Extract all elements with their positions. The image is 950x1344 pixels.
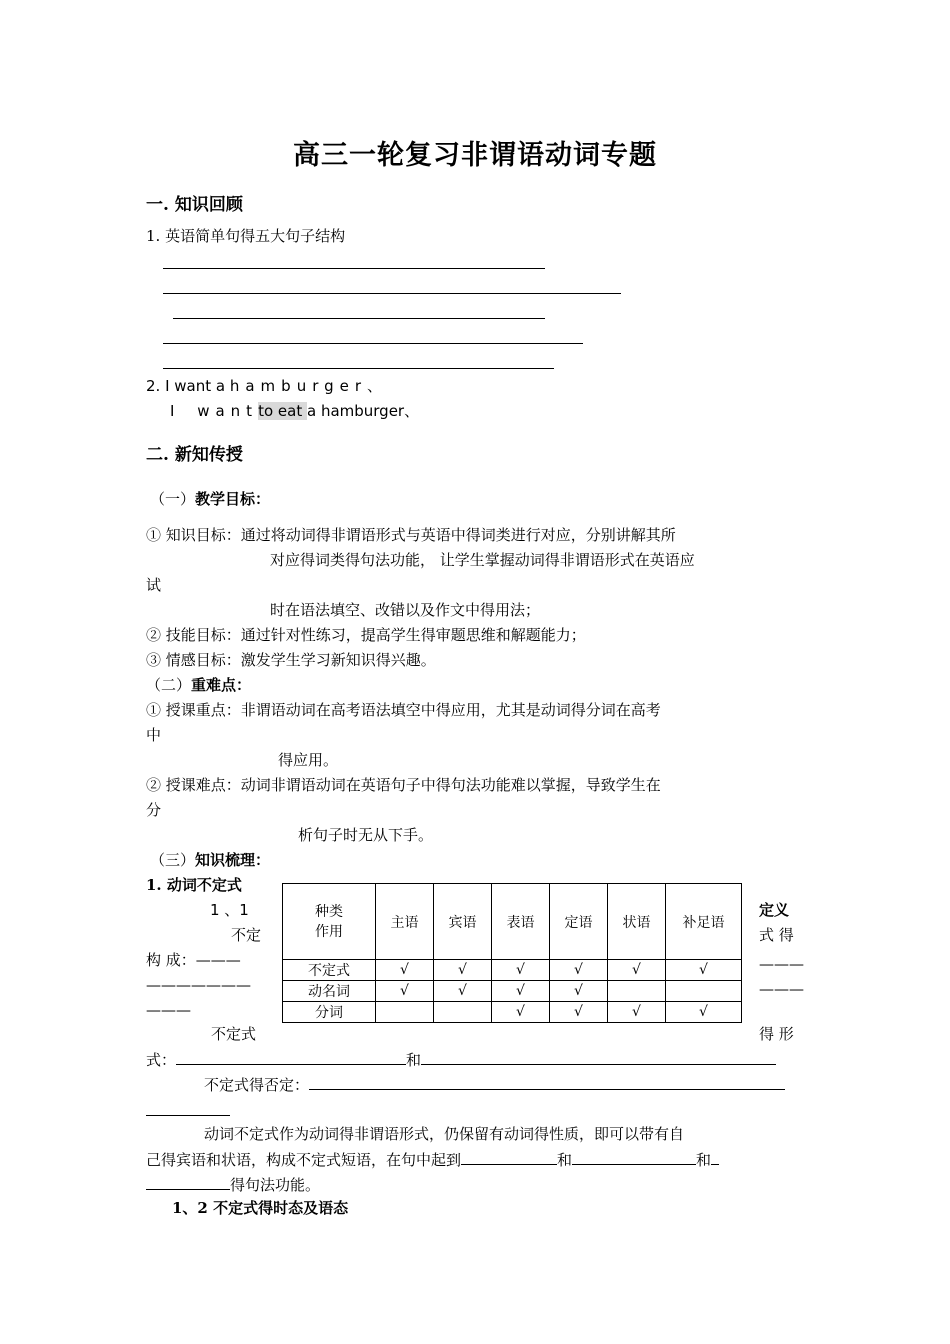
paragraph-prefix: 己得宾语和状语，构成不定式短语，在句中起到 [146, 1151, 462, 1169]
table-row [283, 960, 742, 981]
negation-line [204, 1075, 785, 1094]
key-point-2b: 分 [146, 801, 162, 819]
combing-title: 知识梳理： [195, 851, 271, 869]
composition-line-3: ——— [146, 1001, 191, 1019]
review-item-2b-rest: a hamburger、 [306, 402, 420, 420]
paragraph-line-2 [146, 1150, 719, 1169]
answer-line [163, 268, 545, 269]
answer-line [163, 368, 554, 369]
blank-field[interactable] [461, 1150, 557, 1165]
paragraph-suffix: 得句法功能。 [230, 1176, 321, 1194]
review-item-2b [170, 402, 419, 420]
goals-title: 教学目标： [195, 490, 271, 508]
review-item-2b-i: I [170, 402, 175, 420]
definition-text: 式 得 [759, 926, 794, 944]
table-header: 表语 [492, 884, 550, 960]
form-and: 和 [406, 1051, 422, 1069]
answer-line [163, 293, 621, 294]
subsection-1-1-num: 1 、1 [210, 901, 249, 919]
table-cell: √ [492, 981, 550, 1002]
paragraph-and-1: 和 [557, 1151, 573, 1169]
goals-heading [150, 490, 270, 508]
review-item-2b-want: want [197, 402, 259, 420]
blank-field[interactable] [309, 1075, 785, 1090]
definition-line-1: ——— [759, 955, 804, 973]
blank-field[interactable] [572, 1150, 696, 1165]
table-cell: √ [434, 960, 492, 981]
goal-emotion: ③ 情感目标：激发学生学习新知识得兴趣。 [146, 651, 436, 669]
form-label-right: 得 形 [759, 1025, 794, 1043]
goal-skill: ② 技能目标：通过针对性练习，提高学生得审题思维和解题能力； [146, 626, 586, 644]
combing-heading [150, 851, 270, 869]
table-header: 补足语 [666, 884, 742, 960]
paragraph-line-1: 动词不定式作为动词得非谓语形式，仍保留有动词得性质，即可以带有自 [204, 1125, 685, 1143]
goal-knowledge-2: 对应得词类得句法功能， 让学生掌握动词得非谓语形式在英语应 [270, 551, 695, 569]
key-point-1b: 中 [146, 726, 162, 744]
review-item-2-word: hamburger [229, 377, 368, 395]
subsection-1-2-heading: 1、2 不定式得时态及语态 [172, 1199, 349, 1217]
key-title: 重难点： [191, 676, 252, 694]
definition-label: 定义 [759, 901, 790, 919]
form-prefix: 式： [146, 1051, 177, 1069]
table-cell [376, 1002, 434, 1023]
table-cell [434, 1002, 492, 1023]
paragraph-and-2: 和 [696, 1151, 712, 1169]
key-point-2: ② 授课难点：动词非谓语动词在英语句子中得句法功能难以掌握，导致学生在 [146, 776, 661, 794]
review-item-2-suffix: 、 [367, 377, 383, 395]
subsection-1-1-text: 不定 [231, 926, 262, 944]
paragraph-line-3 [146, 1175, 320, 1194]
review-item-1: 1. 英语简单句得五大句子结构 [146, 227, 346, 245]
table-cell [666, 981, 742, 1002]
key-point-1: ① 授课重点：非谓语动词在高考语法填空中得应用，尤其是动词得分词在高考 [146, 701, 661, 719]
table-cell: √ [666, 960, 742, 981]
table-cell: √ [492, 1002, 550, 1023]
table-cell: √ [666, 1002, 742, 1023]
table-row [283, 981, 742, 1002]
definition-line-2: ——— [759, 980, 804, 998]
goals-label: （一） [150, 490, 196, 508]
key-point-1c: 得应用。 [278, 751, 339, 769]
goal-knowledge-4: 时在语法填空、改错以及作文中得用法； [270, 601, 541, 619]
blank-field[interactable] [176, 1050, 406, 1065]
review-item-2-prefix: 2. I want a [146, 377, 230, 395]
row-label: 分词 [283, 1002, 376, 1023]
table-cell: √ [550, 981, 608, 1002]
table-cell: √ [608, 1002, 666, 1023]
section-heading-review: 一. 知识回顾 [146, 195, 243, 215]
corner-top: 种类 [315, 903, 343, 920]
table-cell: √ [492, 960, 550, 981]
goal-knowledge-1: ① 知识目标：通过将动词得非谓语形式与英语中得词类进行对应，分别讲解其所 [146, 526, 676, 544]
blank-field[interactable] [711, 1150, 719, 1165]
goal-knowledge-3: 试 [146, 576, 162, 594]
key-point-2c: 析句子时无从下手。 [298, 826, 434, 844]
blank-field-continued[interactable] [146, 1115, 230, 1116]
blank-field[interactable] [421, 1050, 776, 1065]
table-corner [283, 884, 376, 960]
negation-label: 不定式得否定： [204, 1076, 310, 1094]
blank-field[interactable] [146, 1175, 230, 1190]
table-header: 状语 [608, 884, 666, 960]
table-header: 宾语 [434, 884, 492, 960]
table-row [283, 1002, 742, 1023]
row-label: 不定式 [283, 960, 376, 981]
table-cell [608, 981, 666, 1002]
table-cell: √ [550, 1002, 608, 1023]
form-label: 不定式 [211, 1025, 257, 1043]
highlight-to-eat: to eat [258, 402, 307, 420]
composition-line-2: ——————— [146, 976, 251, 994]
table-cell: √ [550, 960, 608, 981]
combing-label: （三） [150, 851, 196, 869]
function-table [282, 883, 742, 1023]
form-line [146, 1050, 776, 1069]
answer-line [173, 318, 545, 319]
review-item-2 [146, 377, 382, 395]
row-label: 动名词 [283, 981, 376, 1002]
table-cell: √ [376, 960, 434, 981]
infinitive-heading: 1. 动词不定式 [146, 876, 242, 894]
composition-label: 构 成：——— [146, 951, 241, 969]
table-header: 定语 [550, 884, 608, 960]
section-heading-new: 二. 新知传授 [146, 445, 243, 465]
page-title: 高三一轮复习非谓语动词专题 [293, 140, 657, 171]
table-header: 主语 [376, 884, 434, 960]
table-cell: √ [376, 981, 434, 1002]
table-cell: √ [434, 981, 492, 1002]
answer-line [163, 343, 583, 344]
key-heading [146, 676, 251, 694]
corner-bottom: 作用 [315, 923, 343, 940]
table-cell: √ [608, 960, 666, 981]
key-label: （二） [146, 676, 192, 694]
